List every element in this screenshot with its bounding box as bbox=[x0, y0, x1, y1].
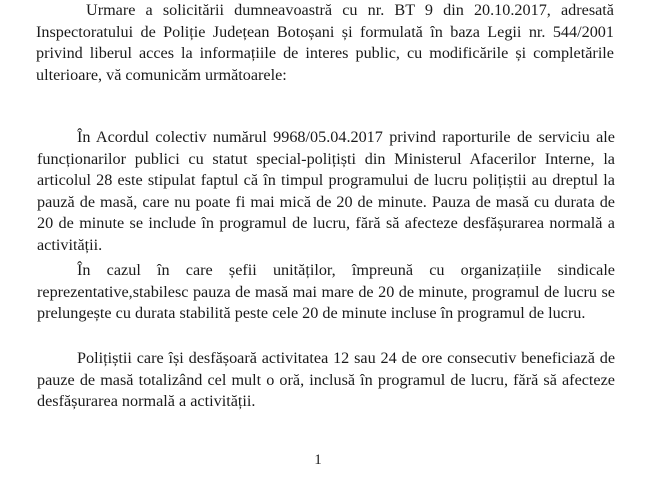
page-number: 1 bbox=[314, 452, 322, 468]
paragraph-long-shifts: Polițiștii care își desfășoară activitatea 12 sau 24 de ore consecutiv beneficiază de pauze de masă totalizând cel mult o oră, inclusă în programul de lucru, fără să afecteze desfășurarea normală a activității. bbox=[37, 349, 615, 411]
paragraph-extended-break: În cazul în care șefii unităților, împreună cu organizațiile sindicale reprezentative,stabilesc pauza de masă mai mare de 20 de minute, programul de lucru se prelungește cu durata stabilită peste cele 20 de minute incluse în programul de lucru. bbox=[37, 261, 615, 323]
paragraph-request-reference: Urmare a solicitării dumneavoastră cu nr. BT 9 din 20.10.2017, adresată Inspectoratului de Poliție Județean Botoșani și formulată în baza Legii nr. 544/2001 privind liberul acces la informațiile de interes public, cu modificările și completările ulterioare, vă comunicăm următoarele: bbox=[36, 1, 614, 84]
paragraph-collective-agreement: În Acordul colectiv numărul 9968/05.04.2017 privind raporturile de serviciu ale funcționarilor publici cu statut special-polițiști din Ministerul Afacerilor Interne, la articolul 28 este stipulat faptul că în timpul programului de lucru polițiștii au dreptul la pauză de masă, care nu poate fi mai mică de 20 de minute. Pauza de masă cu durata de 20 de minute se include în programul de lucru, fără să afecteze desfășurarea normală a activității. bbox=[37, 128, 615, 254]
